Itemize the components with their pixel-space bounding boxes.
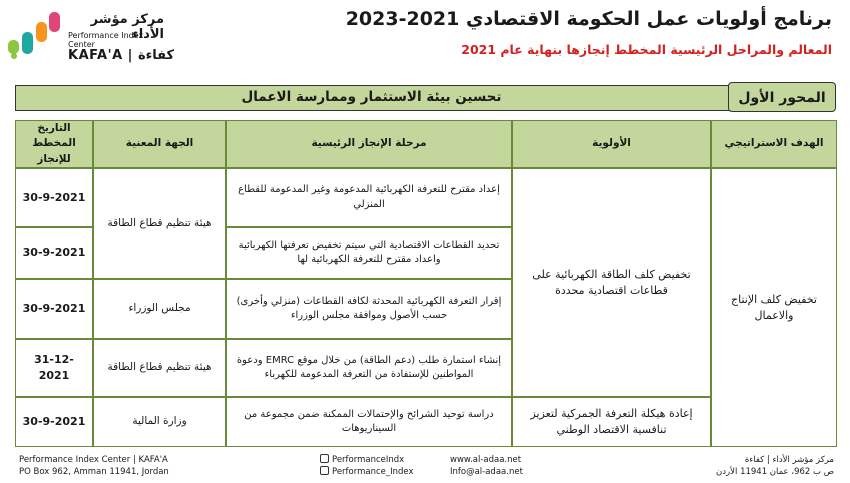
footer-org-en: Performance Index Center | KAFA'A	[19, 455, 168, 465]
axis-title: تحسين بيئة الاستثمار وممارسة الاعمال	[241, 89, 502, 105]
footer-website-link[interactable]: www.al-adaa.net	[450, 455, 522, 465]
date-cell: 30-9-2021	[15, 227, 93, 279]
logo-bar-pink	[49, 12, 60, 32]
milestone-cell: دراسة توحيد الشرائح والإحتمالات الممكنة ضمن مجموعة من السيناريوهات	[226, 397, 512, 447]
footer-pobox-ar: ص ب 962، عمان 11941 الأردن	[716, 467, 834, 477]
page-title: برنامج أولويات عمل الحكومة الاقتصادي 2021-2023	[345, 8, 832, 30]
header-date: التاريخ المخطط للإنجاز	[15, 120, 93, 168]
date-cell: 31-12-2021	[15, 339, 93, 397]
header-goal: الهدف الاستراتيجي	[711, 120, 837, 168]
footer-pobox-en: PO Box 962, Amman 11941, Jordan	[19, 467, 169, 477]
instagram-icon	[320, 466, 329, 475]
logo-bar-teal	[22, 32, 33, 54]
logo-mark	[6, 10, 62, 60]
header-milestone: مرحلة الإنجاز الرئيسية	[226, 120, 512, 168]
milestone-cell: إقرار التعرفة الكهربائية المحدثة لكافة القطاعات (منزلي وأخرى) حسب الأصول وموافقة مجلس الوزراء	[226, 279, 512, 339]
date-cell: 30-9-2021	[15, 279, 93, 339]
entity-cell: مجلس الوزراء	[93, 279, 226, 339]
footer-address-en	[19, 454, 169, 478]
date-cell: 30-9-2021	[15, 168, 93, 227]
header-entity: الجهة المعنية	[93, 120, 226, 168]
page-subtitle: المعالم والمراحل الرئيسية المخطط إنجازها بنهاية عام 2021	[461, 42, 832, 57]
footer-contact	[450, 454, 523, 478]
footer-org-ar: مركز مؤشر الأداء | كفاءة	[744, 455, 834, 465]
twitter-icon	[320, 454, 329, 463]
org-name-english: Performance Index Center	[68, 31, 144, 49]
logo-bar-green	[8, 40, 19, 54]
milestone-cell: إنشاء استمارة طلب (دعم الطاقة) من خلال موقع EMRC ودعوة المواطنين للإستفادة من التعرفة المدعومة للكهرباء	[226, 339, 512, 397]
entity-cell: وزارة المالية	[93, 397, 226, 447]
footer-social	[320, 454, 414, 478]
org-name-arabic: مركز مؤشر الأداء	[90, 12, 164, 42]
entity-cell: هيئة تنظيم قطاع الطاقة	[93, 168, 226, 279]
milestone-cell: إعداد مقترح للتعرفة الكهربائية المدعومة وغير المدعومة للقطاع المنزلي	[226, 168, 512, 227]
priority-cell: تخفيض كلف الطاقة الكهربائية على قطاعات اقتصادية محددة	[512, 168, 711, 397]
header-priority: الأولوية	[512, 120, 711, 168]
milestone-cell: تحديد القطاعات الاقتصادية التي سيتم تخفيض تعرفتها الكهربائية واعداد مقترح للتعرفة الكهربائية لها	[226, 227, 512, 279]
footer-email-link[interactable]: Info@al-adaa.net	[450, 467, 523, 477]
logo-bar-orange	[36, 22, 47, 42]
footer-social-handle[interactable]: PerformanceIndx	[332, 455, 405, 465]
footer-address-ar	[716, 454, 834, 478]
logo-dot	[11, 53, 17, 59]
axis-label: المحور الأول	[728, 82, 836, 112]
entity-cell: هيئة تنظيم قطاع الطاقة	[93, 339, 226, 397]
strategic-goal-cell: تخفيض كلف الإنتاج والاعمال	[711, 168, 837, 447]
footer-social-handle[interactable]: Performance_Index	[332, 467, 414, 477]
brand-name: KAFA'A | كفاءة	[68, 48, 175, 63]
priority-cell: إعادة هيكلة التعرفة الجمركية لتعزيز تنافسية الاقتصاد الوطني	[512, 397, 711, 447]
date-cell: 30-9-2021	[15, 397, 93, 447]
